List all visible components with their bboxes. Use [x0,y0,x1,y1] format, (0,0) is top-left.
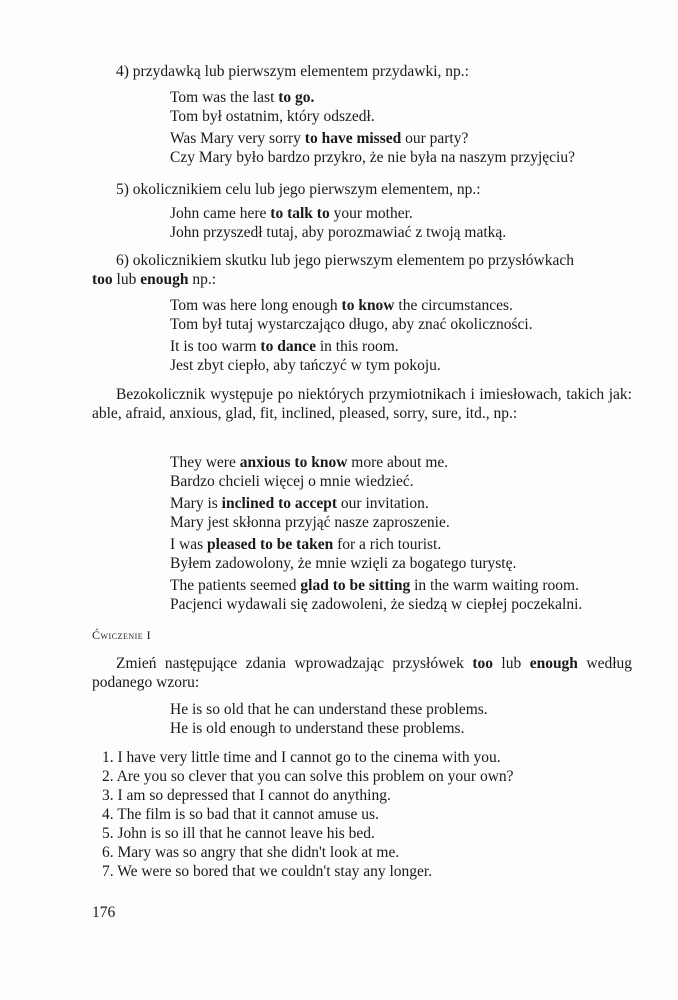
exercise-item: 7. We were so bored that we couldn't stay any longer. [102,863,433,880]
model-answer: He is old enough to understand these problems. [170,720,465,737]
exercise-model [170,700,640,738]
example-translation: John przyszedł tutaj, aby porozmawiać z twoją matką. [170,224,507,241]
exercise-item: 4. The film is so bad that it cannot amuse us. [102,806,379,823]
example-translation: Czy Mary było bardzo przykro, że nie była na naszym przyjęciu? [170,149,575,166]
example-line: It is too warm to dance in this room. [170,338,399,355]
bezokolicznik-examples [170,453,640,614]
example-line: Was Mary very sorry to have missed our party? [170,130,469,147]
exercise-instructions: Zmień następujące zdania wprowadzając przysłówek too lub enough według podanego wzoru: [92,655,633,691]
example-line: Tom was the last to go. [170,89,315,106]
example-translation: Mary jest skłonna przyjąć nasze zaproszenie. [170,514,450,531]
example-translation: Pacjenci wydawali się zadowoleni, że siedzą w ciepłej poczekalni. [170,596,583,613]
example-translation: Byłem zadowolony, że mnie wzięli za bogatego turystę. [170,555,517,572]
section-6-examples [170,296,640,375]
section-5-lead: 5) okolicznikiem celu lub jego pierwszym elementem, np.: [116,181,481,198]
example-translation: Tom był ostatnim, który odszedł. [170,108,375,125]
exercise-item: 2. Are you so clever that you can solve this problem on your own? [102,768,514,785]
section-6-lead: 6) okolicznikiem skutku lub jego pierwszym elementem po przysłówkach too lub enough np.: [92,252,574,288]
exercise-item: 6. Mary was so angry that she didn't look at me. [102,844,400,861]
section-5-examples [170,204,640,242]
exercise-item: 3. I am so depressed that I cannot do anything. [102,787,391,804]
bezokolicznik-paragraph: Bezokolicznik występuje po niektórych przymiotnikach i imiesłowach, takich jak: able, afraid, anxious, glad, fit, inclined, pleased, sorry, sure, itd., np.: [92,386,632,422]
example-line: John came here to talk to your mother. [170,205,413,222]
page-number: 176 [92,904,116,921]
section-4-examples [170,88,640,167]
example-line: The patients seemed glad to be sitting in the warm waiting room. [170,577,579,594]
example-line: Mary is inclined to accept our invitation. [170,495,429,512]
exercise-heading: Ćwiczenie I [92,628,152,642]
example-line: I was pleased to be taken for a rich tourist. [170,536,442,553]
example-line: Tom was here long enough to know the circumstances. [170,297,513,314]
example-translation: Tom był tutaj wystarczająco długo, aby znać okoliczności. [170,316,533,333]
section-4-lead: 4) przydawką lub pierwszym elementem przydawki, np.: [116,63,469,80]
example-translation: Jest zbyt ciepło, aby tańczyć w tym pokoju. [170,357,441,374]
exercise-item: 5. John is so ill that he cannot leave his bed. [102,825,375,842]
model-sentence: He is so old that he can understand these problems. [170,701,488,718]
example-translation: Bardzo chcieli więcej o mnie wiedzieć. [170,473,414,490]
example-line: They were anxious to know more about me. [170,454,449,471]
exercise-item: 1. I have very little time and I cannot go to the cinema with you. [102,749,501,766]
